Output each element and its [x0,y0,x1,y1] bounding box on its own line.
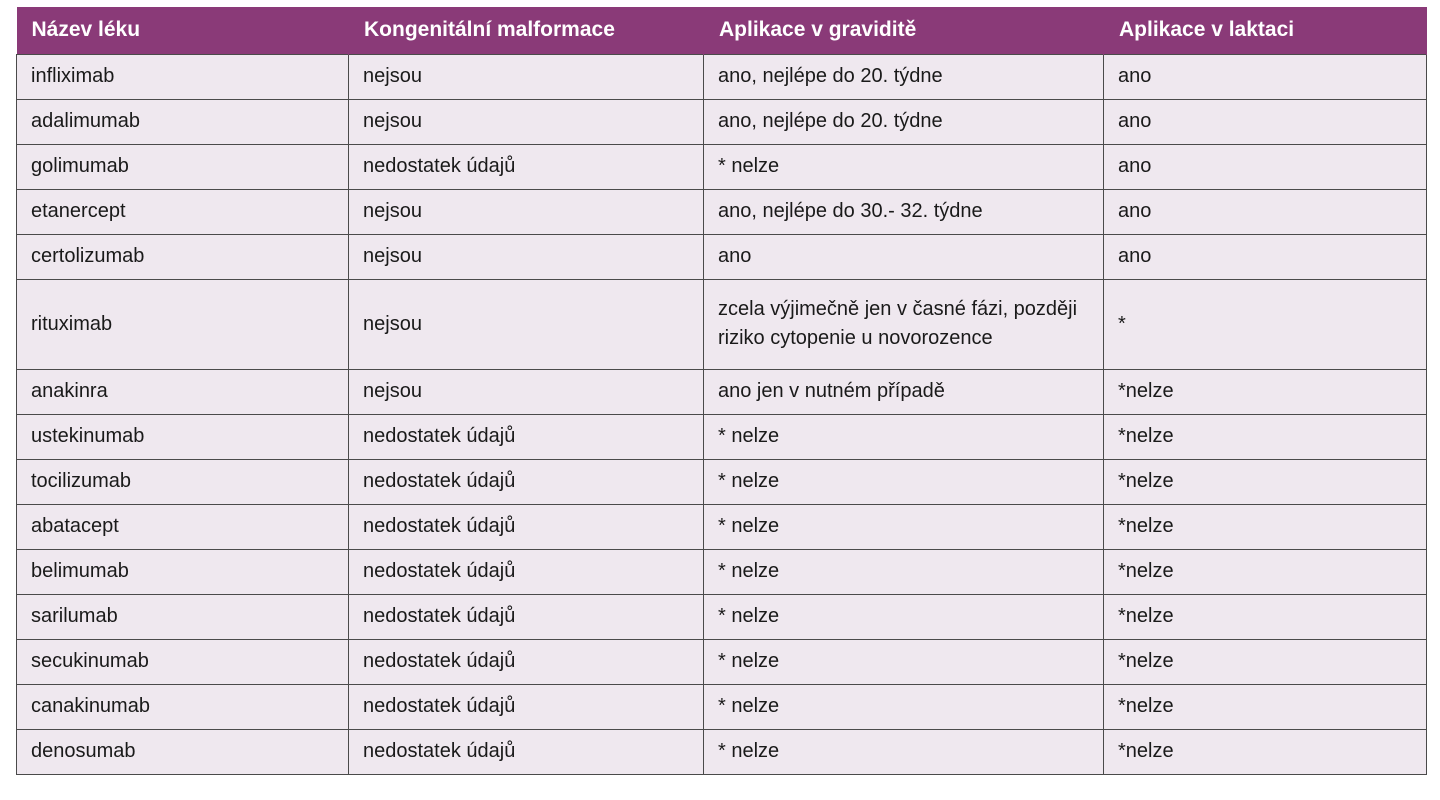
header-drug-name: Název léku [17,7,349,54]
cell-lactation: ano [1104,54,1427,99]
cell-drug-name: sarilumab [17,594,349,639]
table-row [17,549,1427,594]
cell-drug-name: certolizumab [17,234,349,279]
cell-lactation: *nelze [1104,504,1427,549]
cell-pregnancy: * nelze [704,729,1104,774]
table-header [17,7,1427,54]
cell-malformations: nedostatek údajů [349,459,704,504]
header-row [17,7,1427,54]
cell-drug-name: rituximab [17,279,349,369]
table-row [17,504,1427,549]
header-pregnancy-use: Aplikace v graviditě [704,7,1104,54]
header-congenital-malformations: Kongenitální malformace [349,7,704,54]
cell-malformations: nedostatek údajů [349,594,704,639]
cell-pregnancy: ano, nejlépe do 20. týdne [704,54,1104,99]
cell-malformations: nedostatek údajů [349,729,704,774]
cell-drug-name: tocilizumab [17,459,349,504]
table-row [17,234,1427,279]
cell-pregnancy: ano [704,234,1104,279]
cell-lactation: *nelze [1104,369,1427,414]
cell-malformations: nejsou [349,189,704,234]
table-row [17,99,1427,144]
cell-drug-name: canakinumab [17,684,349,729]
table-row [17,54,1427,99]
cell-malformations: nejsou [349,279,704,369]
cell-malformations: nedostatek údajů [349,414,704,459]
table-row [17,189,1427,234]
cell-pregnancy: * nelze [704,414,1104,459]
cell-malformations: nedostatek údajů [349,144,704,189]
cell-pregnancy: * nelze [704,639,1104,684]
cell-pregnancy: * nelze [704,144,1104,189]
cell-drug-name: golimumab [17,144,349,189]
cell-drug-name: anakinra [17,369,349,414]
table-row [17,369,1427,414]
table-row [17,594,1427,639]
cell-malformations: nedostatek údajů [349,504,704,549]
cell-lactation: ano [1104,189,1427,234]
cell-lactation: *nelze [1104,684,1427,729]
header-lactation-use: Aplikace v laktaci [1104,7,1427,54]
cell-drug-name: adalimumab [17,99,349,144]
table-body [17,54,1427,774]
cell-lactation: ano [1104,234,1427,279]
table-row [17,729,1427,774]
cell-lactation: *nelze [1104,594,1427,639]
cell-lactation: *nelze [1104,459,1427,504]
cell-malformations: nejsou [349,234,704,279]
cell-malformations: nedostatek údajů [349,549,704,594]
cell-pregnancy: * nelze [704,504,1104,549]
cell-malformations: nedostatek údajů [349,684,704,729]
cell-pregnancy: ano, nejlépe do 30.- 32. týdne [704,189,1104,234]
cell-lactation: ano [1104,99,1427,144]
cell-pregnancy: * nelze [704,684,1104,729]
table-row [17,639,1427,684]
cell-pregnancy: ano, nejlépe do 20. týdne [704,99,1104,144]
cell-pregnancy: ano jen v nutném případě [704,369,1104,414]
cell-lactation: ano [1104,144,1427,189]
cell-drug-name: etanercept [17,189,349,234]
cell-pregnancy: * nelze [704,594,1104,639]
cell-drug-name: belimumab [17,549,349,594]
cell-drug-name: infliximab [17,54,349,99]
cell-lactation: *nelze [1104,549,1427,594]
table-row [17,684,1427,729]
table-row [17,279,1427,369]
cell-drug-name: denosumab [17,729,349,774]
drug-pregnancy-table-container [16,7,1426,775]
table-row [17,459,1427,504]
cell-pregnancy: * nelze [704,459,1104,504]
table-row [17,414,1427,459]
cell-malformations: nejsou [349,99,704,144]
cell-malformations: nedostatek údajů [349,639,704,684]
cell-malformations: nejsou [349,369,704,414]
cell-drug-name: abatacept [17,504,349,549]
cell-malformations: nejsou [349,54,704,99]
cell-pregnancy: zcela výjimečně jen v časné fázi, později riziko cytopenie u novorozence [704,279,1104,369]
cell-lactation: * [1104,279,1427,369]
cell-lactation: *nelze [1104,639,1427,684]
drug-pregnancy-table [16,7,1427,775]
cell-pregnancy: * nelze [704,549,1104,594]
table-row [17,144,1427,189]
cell-lactation: *nelze [1104,729,1427,774]
cell-lactation: *nelze [1104,414,1427,459]
cell-drug-name: ustekinumab [17,414,349,459]
cell-drug-name: secukinumab [17,639,349,684]
